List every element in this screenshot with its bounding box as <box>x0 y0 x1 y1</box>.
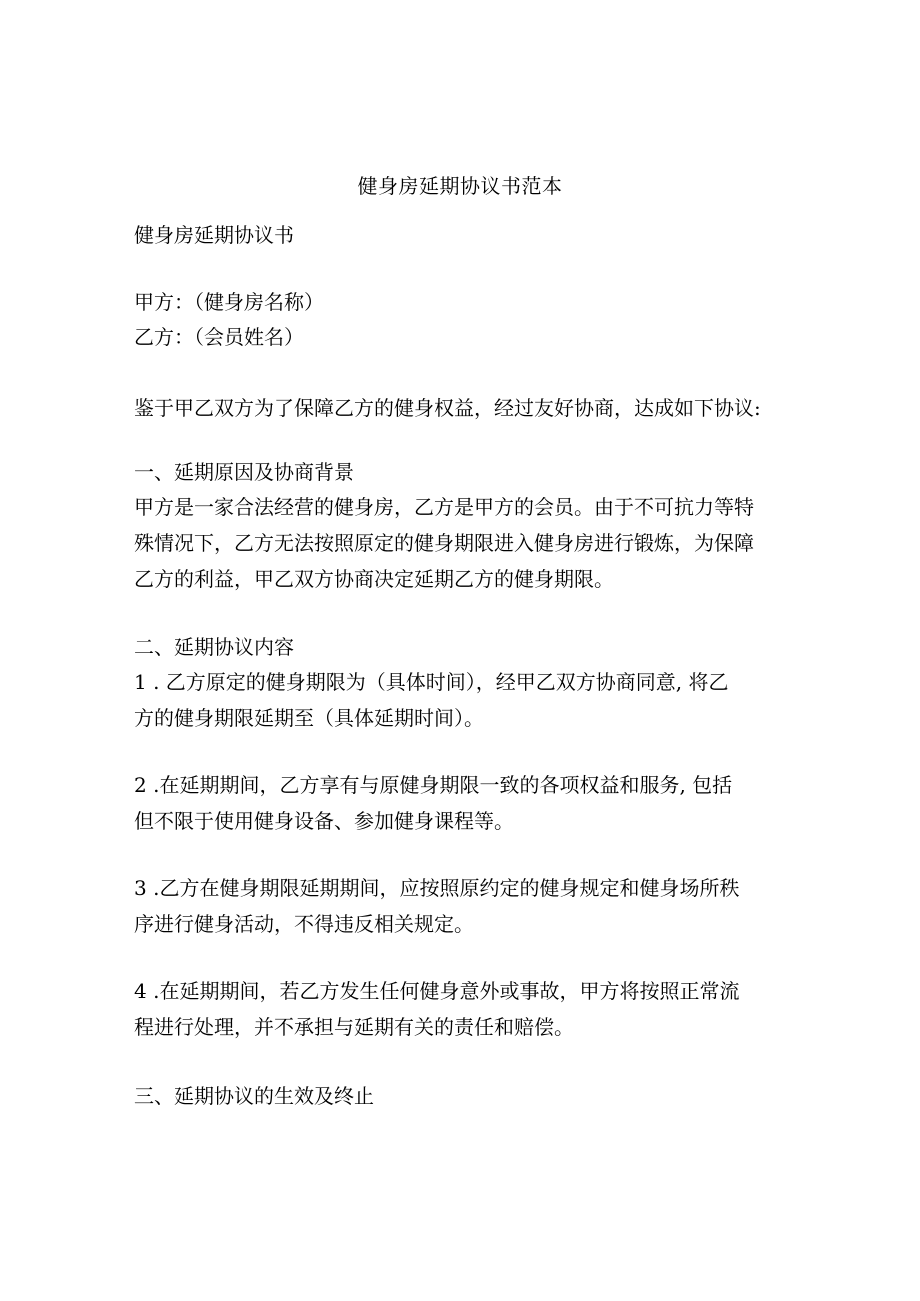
section-2-item-1-line: 方的健身期限延期至（具体延期时间）。 <box>134 706 484 730</box>
section-2-item-2-line: 2 .在延期期间，乙方享有与原健身期限一致的各项权益和服务, 包括 <box>134 773 733 797</box>
section-2-item-3-line: 序进行健身活动，不得违反相关规定。 <box>134 912 474 936</box>
section-1-paragraph-line: 甲方是一家合法经营的健身房，乙方是甲方的会员。由于不可抗力等特 <box>134 495 754 519</box>
document-title: 健身房延期协议书范本 <box>357 174 563 198</box>
party-b-line: 乙方：（会员姓名） <box>134 325 304 349</box>
section-3-heading: 三、延期协议的生效及终止 <box>134 1084 374 1108</box>
section-2-item-4-line: 程进行处理，并不承担与延期有关的责任和赔偿。 <box>134 1015 574 1039</box>
section-2-item-4-line: 4 .在延期期间，若乙方发生任何健身意外或事故，甲方将按照正常流 <box>134 979 740 1003</box>
document-heading: 健身房延期协议书 <box>134 223 294 247</box>
section-2-heading: 二、延期协议内容 <box>134 635 294 659</box>
party-a-line: 甲方：（健身房名称） <box>134 290 324 314</box>
preamble-text: 鉴于甲乙双方为了保障乙方的健身权益，经过友好协商，达成如下协议: <box>134 396 761 420</box>
section-1-paragraph-line: 殊情况下，乙方无法按照原定的健身期限进入健身房进行锻炼，为保障 <box>134 531 754 555</box>
section-1-heading: 一、延期原因及协商背景 <box>134 460 354 484</box>
section-2-item-1-line: 1 . 乙方原定的健身期限为（具体时间），经甲乙双方协商同意, 将乙 <box>134 670 729 694</box>
section-2-item-2-line: 但不限于使用健身设备、参加健身课程等。 <box>134 809 514 833</box>
section-2-item-3-line: 3 .乙方在健身期限延期期间，应按照原约定的健身规定和健身场所秩 <box>134 876 740 900</box>
section-1-paragraph-line: 乙方的利益，甲乙双方协商决定延期乙方的健身期限。 <box>134 567 614 591</box>
